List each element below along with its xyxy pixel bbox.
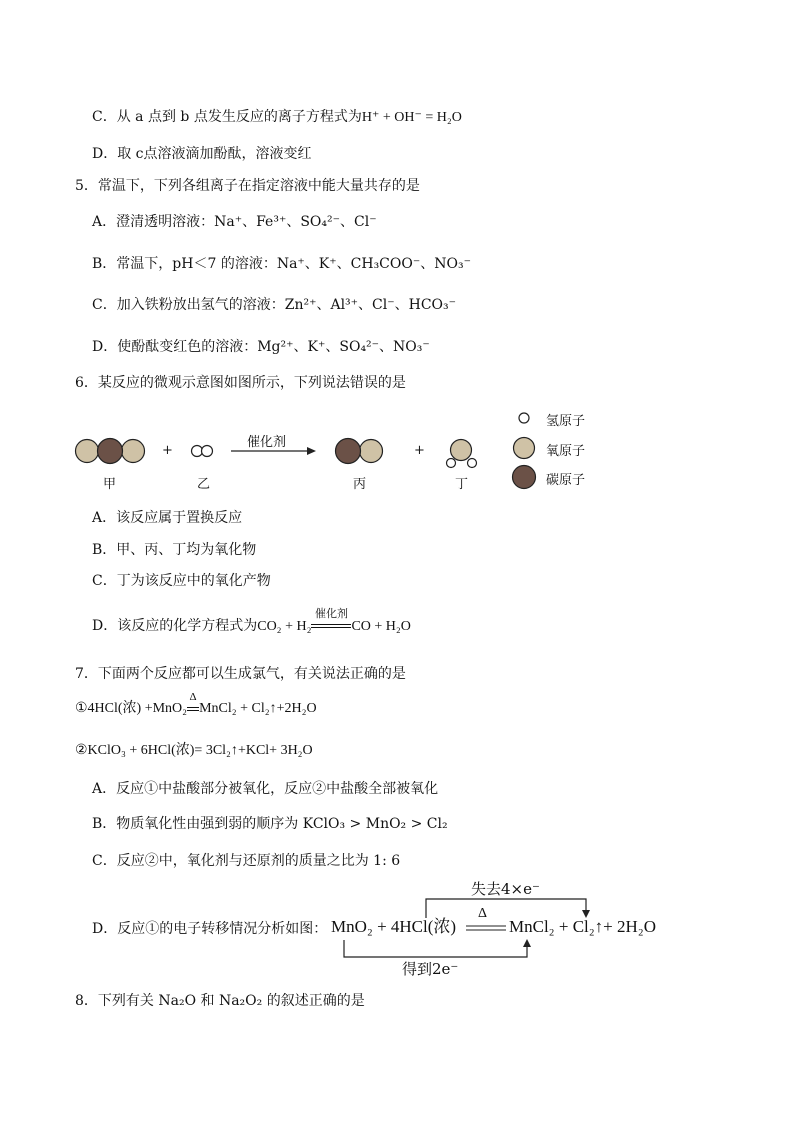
heat-condition-1: Δ [187,700,199,718]
jia-carbon-atom [98,439,123,464]
lose-electron-bracket [426,899,586,918]
q6-option-d: D．该反应的化学方程式为CO₂ + H₂ 催化剂 CO + H₂O [92,607,411,634]
gain-electron-bracket [344,940,527,957]
q7-reaction-2: ②KClO₃ + 6HCl(浓)= 3Cl₂↑+KCl+ 3H₂O [75,743,313,758]
legend-oxygen: 氧原子 [546,444,586,459]
gain-electron-arrow-head [523,939,531,947]
legend-hydrogen-swatch [519,413,529,423]
q5-option-c: C．加入铁粉放出氢气的溶液：Zn²⁺、Al³⁺、Cl⁻、HCO₃⁻ [92,297,457,313]
q5-option-a: A．澄清透明溶液：Na⁺、Fe³⁺、SO₄²⁻、Cl⁻ [92,214,377,230]
ding-oxygen-atom [451,440,472,461]
q6-stem: 6．某反应的微观示意图如图所示，下列说法错误的是 [75,375,406,391]
q7-option-a: A．反应①中盐酸部分被氧化，反应②中盐酸全部被氧化 [92,781,439,797]
yi-hydrogen-atom-1 [192,446,203,457]
q6-option-c: C．丁为该反应中的氧化产物 [92,573,271,589]
d-heat-condition: Δ [478,906,488,921]
catalyst-condition: 催化剂 [311,617,351,635]
label-yi: 乙 [197,477,211,492]
q5-stem: 5．常温下，下列各组离子在指定溶液中能大量共存的是 [75,178,420,194]
plus-sign-2: + [414,443,425,458]
legend-hydrogen: 氢原子 [546,414,586,429]
legend-carbon-swatch [513,466,536,489]
q5-option-d: D．使酚酞变红色的溶液：Mg²⁺、K⁺、SO₄²⁻、NO₃⁻ [92,339,430,355]
bing-oxygen-atom [360,440,383,463]
bing-carbon-atom [336,439,361,464]
q7-option-c: C．反应②中，氧化剂与还原剂的质量之比为 1: 6 [92,853,401,869]
q7-stem: 7．下面两个反应都可以生成氯气，有关说法正确的是 [75,666,406,682]
q8-stem: 8．下列有关 Na₂O 和 Na₂O₂ 的叙述正确的是 [75,993,365,1009]
lose-electron-label: 失去4×e⁻ [471,880,540,898]
label-ding: 丁 [455,477,469,492]
label-jia: 甲 [103,477,117,492]
d-equation-right: MnCl₂ + Cl₂↑+ 2H₂O [509,917,656,936]
q7-option-b: B．物质氧化性由强到弱的顺序为 KClO₃ > MnO₂ > Cl₂ [92,816,448,832]
ding-hydrogen-atom-1 [447,459,456,468]
catalyst-label: 催化剂 [247,435,287,450]
q6-option-a: A．该反应属于置换反应 [92,510,243,526]
gain-electron-label: 得到2e⁻ [402,960,459,978]
q4-option-c: C．从 a 点到 b 点发生反应的离子方程式为H⁺ + OH⁻ = H₂O [92,109,462,125]
d-equation-left: MnO₂ + 4HCl(浓) [331,917,457,936]
q5-option-b: B．常温下，pH＜7 的溶液：Na⁺、K⁺、CH₃COO⁻、NO₃⁻ [92,256,471,272]
ding-hydrogen-atom-2 [468,459,477,468]
yi-hydrogen-atom-2 [202,446,213,457]
legend-oxygen-swatch [514,438,535,459]
q7-reaction-1: ①4HCl(浓) +MnO₂ Δ MnCl₂ + Cl₂↑+2H₂O [75,691,317,716]
q7-option-d: D．反应①的电子转移情况分析如图： [92,921,328,937]
legend-carbon: 碳原子 [546,473,586,488]
label-bing: 丙 [353,477,367,492]
plus-sign-1: + [162,443,173,458]
jia-oxygen-atom-1 [76,440,99,463]
q6-option-b: B．甲、丙、丁均为氧化物 [92,542,257,558]
q4-option-d: D．取 c点溶液滴加酚酞，溶液变红 [92,146,312,162]
reaction-arrow-head [307,447,316,455]
jia-oxygen-atom-2 [122,440,145,463]
